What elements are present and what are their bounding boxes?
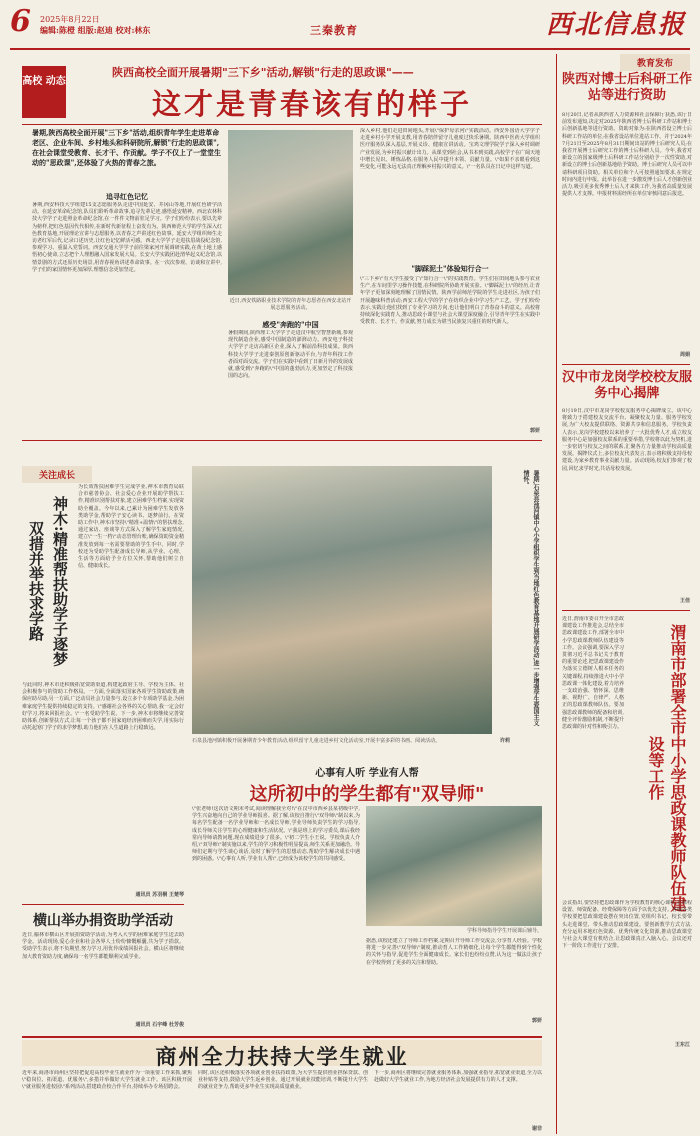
story-b-body: 近日,榆林市横山区开展捐资助学活动,为考入大学的困难家庭学生送去助学金。活动现场,爱心企业和社会各界人士纷纷慷慨解囊,共为学子捐款。受助学生表示,将不负期望,努力学习,用优异成绩回报社会。横山区将继续加大教育资助力度,确保每一名学生都能顺利完成学业。 xyxy=(22,932,184,960)
lead-headline: 这才是青春该有的样子 xyxy=(152,87,473,121)
lead-body-col3: 深入乡村,他们走进田间地头,开展\"保护母亲河\"实践活动。西安外国语大学学子走进乡村小学开展支教,用青春陪伴留守儿童度过快乐暑期。陕西中医药大学组织医疗服务队深入基层,开展义诊、健康宣讲活动。宝鸡文理学院学子深入乡村调研产业发展,为乡村振兴献计出力。从课堂到社会,从书本到实践,高校学子在广阔天地中增长见识、锤炼品格,在服务人民中提升本领、贡献力量。\"如果不亲眼看到这些变化,可能永远无法真正理解乡村振兴的意义。\"一名队员在日记中这样写道。 xyxy=(360,128,540,171)
story-b-title: 横山举办捐资助学活动 xyxy=(33,913,173,929)
right-story-1-byline: 周娟 xyxy=(679,352,690,358)
right-story-3-byline: 王东江 xyxy=(674,1042,690,1048)
lead-photo-caption: 近日,西安铁路职业技术学院的青年志愿者在西安北站开展志愿服务活动。 xyxy=(229,298,352,311)
lead-body-col2: 暑假期间,陕西理工大学学子走进汉中航空智慧新城,参观现代制造企业,感受中国制造的澎湃动力。西安电子科技大学学子走访高新区企业,深入了解前沿科技成果。陕西科技大学学子走进秦创原创新驱动平台,与青年科技工作者面对面交流。学子们在实践中看到了日新月异的发展成就,感受到\"奔跑的\"中国的蓬勃活力,更加坚定了科技报国的志向。 xyxy=(228,330,353,380)
newspaper-logo: 西北信息报 xyxy=(545,10,686,40)
right-story-3-body-a: 近日,渭南市委召开全市思政课建设工作推进会,总结全市思政课建设工作,部署全市中小学思政课教师队伍建设等工作。会议强调,要深入学习贯彻习近平总书记关于教育的重要论述,把思政课建设作为落实立德树人根本任务的关键课程,持续推进大中小学思政课一体化建设,着力培养一支政治强、情怀深、思维新、视野广、自律严、人格正的思政课教师队伍。要加强思政课教师的配备和培训,健全评价激励机制,不断提升思政课的针对性和吸引力。 xyxy=(562,616,624,731)
story-a-photo-caption: 学科导师指导学生开展课后辅导。 xyxy=(466,928,542,934)
story-a-photo xyxy=(366,806,542,926)
growth-body-a: 为长效帮扶困难学生完成学业,神木市教育局联合市慈善协会、社会爱心企业开展助学帮扶工作,精准识别帮扶对象,建立困难学生档案,实现资助全覆盖。今年以来,已累计为困难学生发放各类助学金,帮助学子安心读书、逐梦前行。在资助工作中,神木市坚持\"精准+温情\"的帮扶理念,通过家访、座谈等方式深入了解学生家庭情况,建立\"一生一档\"动态管理台账,确保资助资金精准发放到每一名需要帮助的学生手中。同时,学校还为受助学生配备成长导师,从学业、心理、生活等方面给予全方位关怀,帮助他们树立自信、健康成长。 xyxy=(78,484,184,570)
growth-photo-byline: 许莉 xyxy=(500,738,511,744)
bottom-body-c: 下一步,商州区将继续完善就业服务体系,加强就业指导,拓宽就业渠道,全力以赴做好大学生就业工作,为地方经济社会发展提供有力的人才支撑。 xyxy=(374,1070,542,1084)
growth-vertical-title-2: 双措并举扶求学路 xyxy=(27,521,45,641)
story-a-body-a: \"张老师!这次语文期末考试,阅读理解我全对!\"在汉中市西乡县某初级中学,学生兴奋地向自己的学业导师报喜。据了解,该校自推行\"双导师\"制以来,为每名学生配备一名学业导师和一名成长导师,学业导师负责学生的学习指导,成长导师关注学生的心理健康和生活状况。\"我是班上的学习委员,课后我经常向导师请教问题,现在成绩进步了很多。\"初二学生小王说。学校负责人介绍,\"双导师\"制实施以来,学生的学习积极性明显提高,师生关系更加融洽。导师们定期与学生谈心谈话,及时了解学生的思想动态,帮助学生解决成长中遇到的困惑。\"心事有人听,学业有人帮\",已经成为该校学生的共同感受。 xyxy=(192,806,360,863)
right-story-1-body: 8月20日,记者从陕西省人力资源和社会保障厅获悉,该厅日前发布通知,决定对2025年陕西省博士后科研工作站和博士后创新基地等进行资助。资助对象为:在陕西省设立博士后科研工作站的单位;在我省设站单位进站工作、并于2024年7月21日至2025年8月31日期间出站的博士后研究人员;在我省开展博士后研究工作的博士后科研人员。今年,我省对新设立的国家级博士后科研工作站分别给予一次性资助,对新设立的博士后创新基地给予资助。博士后研究人员可以申请科研项目资助。相关单位和个人可按照通知要求,在规定时间内进行申报。此举旨在进一步激发博士后人才创新创业活力,吸引更多优秀博士后人才来陕工作,为我省高质量发展提供人才支撑。申报材料需经所在单位审核同意后报送。 xyxy=(562,112,692,198)
right-story-3-title: 渭南市部署全市中小学思政课教师队伍建设等工作 xyxy=(646,624,687,912)
lead-body-col1: 暑期,西安科技大学组建15支志愿服务队走进中国延安、井冈山等地,开展红色研学活动。在延安革命纪念馆,队员们聆听革命故事,追寻先辈足迹,感悟延安精神。西北农林科技大学学子走进照金革命纪念馆,在一件件文物前驻足学习。学子们纷纷表示,要以先辈为榜样,把红色基因代代相传,在新时代新征程上奋发有为。陕西师范大学的学生深入红色教育基地,开展理论宣讲与志愿服务,以青春之声讲述红色故事。延安大学组织师生走访老红军后代,记录口述历史,让红色记忆鲜活可感。西北大学学子走进扶眉战役纪念馆,参观学习、重温入党誓词。西安交通大学学子前往梁家河开展调研实践,在黄土地上感悟初心使命,立志把个人理想融入国家发展大局。长安大学实践团赴渭华起义纪念馆,以情景剧的方式还原历史场景,用青春视角讲述革命故事。在一次次参观、访谈和宣讲中,学子们的家国情怀更加深厚,理想信念更加坚定。 xyxy=(32,202,222,273)
growth-body-b: 与此同时,神木市还积极拓宽资助渠道,构建起政府主导、学校为主体、社会积极参与的资助工作格局。一方面,全面落实国家各项学生资助政策,确保应助尽助;另一方面,广泛动员社会力量参与,设立多个专项助学基金,为困难家庭学生提供持续稳定的支持。\"感谢社会各界的关心帮助,我一定会好好学习,将来回报社会。\"一名受助学生说。下一步,神木市将继续完善资助体系,创新帮扶方式,让每一个孩子都不因家庭经济困难而失学,用实际行动托起寒门学子的求学梦想,助力他们在人生道路上行稳致远。 xyxy=(22,682,184,732)
lead-byline: 郭妍 xyxy=(529,428,540,434)
divider xyxy=(22,124,542,125)
story-a-title: 这所初中的学生都有"双导师" xyxy=(249,784,485,805)
story-b-byline: 通讯员 石宇峰 杜芳俊 xyxy=(135,1022,184,1028)
section-tag: 高校 动态 xyxy=(22,66,66,118)
section-name: 三秦教育 xyxy=(310,24,358,37)
story-a-body-b: 据悉,该校还建立了导师工作档案,定期召开导师工作交流会,分享育人经验。学校将进一步完善\"双导师\"制度,推动育人工作精细化,让每个学生都能得到个性化的关怀与指导,促进学生全面健康成长。家长们也纷纷点赞,认为这一做法让孩子在学校得到了更多的关注和帮助。 xyxy=(366,938,542,966)
growth-section-label: 关注成长 xyxy=(22,466,92,483)
bottom-byline: 谢非 xyxy=(531,1126,542,1132)
column-rule xyxy=(556,54,557,1134)
lead-subhead-1: 追寻红色记忆 xyxy=(106,192,148,201)
lead-body-col4: \"三下乡\"有大学生接受了\"知行合一\"的实践教育。学生们在田间地头参与农业生产,在车间里学习操作技能,在科研院所协助开展实验。\"脚踩泥土\"的经历,让青年学子更加深刻地理解了国情民情。陕西学前师范学院的学生走进社区,为孩子们开展趣味科普活动;西安工程大学的学子在纺织企业中学习生产工艺。学子们纷纷表示,实践让他们找到了专业学习的方向,也让他们明白了青春奋斗的意义。高校将持续深化实践育人,推动思政小课堂与社会大课堂深度融合,引导青年学生在实践中受教育、长才干、作贡献,努力成长为堪当民族复兴重任的时代新人。 xyxy=(360,276,540,326)
divider xyxy=(562,610,690,611)
right-column-label: 教育发布 xyxy=(620,54,690,71)
lead-subhead-2: 感受"奔跑的"中国 xyxy=(262,320,319,329)
growth-photo xyxy=(192,466,492,734)
divider xyxy=(22,904,184,905)
right-story-1-title: 陕西对博士后科研工作站等进行资助 xyxy=(562,72,693,103)
right-story-2-title: 汉中市龙岗学校校友服务中心揭牌 xyxy=(562,370,693,401)
lead-subtitle: 陕西高校全面开展暑期"三下乡"活动,解锁"行走的思政课"—— xyxy=(112,66,414,79)
story-a-byline: 郭妍 xyxy=(531,1018,542,1024)
page-header xyxy=(10,4,690,50)
growth-photo-vertical-caption: 暑期,石泉县池河镇中心小学组织学生到当地红色教育基地开展研学活动,进一步增强学生爱国主义情怀。 xyxy=(522,470,539,727)
growth-byline: 通讯员 苏羽桐 王楚琴 xyxy=(135,892,184,898)
lead-banner xyxy=(22,62,542,124)
issue-date: 2025年8月22日 xyxy=(40,15,100,24)
right-story-3-body-b: 会议指出,要坚持把思政课作为学校教育的核心课程,在课程设置、师资配备、经费保障等方面予以优先支持。各级各类学校要把思政课建设摆在突出位置,党组织书记、校长要带头走进课堂、带头推动思政课建设。要创新教学方式方法,充分运用本地红色资源、优秀传统文化资源,推动思政课堂与社会大课堂有机结合,让思政课真正入脑入心。会议还对下一阶段工作进行了安排。 xyxy=(562,900,692,950)
story-a-kicker: 心事有人听 学业有人帮 xyxy=(315,768,419,779)
page-number: 6 xyxy=(10,4,31,39)
bottom-body-b: 同时,该区还积极落实各项就业创业扶持政策,为大学生提供创业担保贷款、创业补贴等支持,鼓励大学生返乡创业。通过开展就业技能培训,不断提升大学生的就业竞争力,帮助更多毕业生实现高质量就业。 xyxy=(198,1070,368,1091)
right-story-2-body: 8月19日,汉中市龙岗学校校友服务中心揭牌成立。该中心将致力于搭建校友交流平台、凝聚校友力量、服务学校发展,为广大校友提供联络、资源共享和信息服务。学校负责人表示,龙岗学校建校以来培养了一大批优秀人才,成立校友服务中心是加强校友联系的重要举措,学校将以此为契机,进一步密切与校友之间的联系,汇聚各方力量推动学校高质量发展。揭牌仪式上,多位校友代表发言,表示将积极支持母校建设,为家乡教育事业贡献力量。活动现场,校友们参观了校园,回忆求学时光,共话母校发展。 xyxy=(562,408,692,472)
divider xyxy=(22,440,542,441)
bottom-story-title: 商州全力扶持大学生就业 xyxy=(155,1044,409,1069)
divider xyxy=(562,364,690,365)
lead-subhead-3: "脚踩泥土"体验知行合一 xyxy=(411,264,489,273)
bottom-body-a: 近年来,商洛市商州区坚持把促进高校毕业生就业作为一项重要工作来抓,聚焦\"稳岗位、拓渠道、优服务\",多措并举做好大学生就业工作。该区积极开展\"就业服务进校园\"系列活动,搭建政企校合作平台,持续举办专场招聘会。 xyxy=(22,1070,192,1091)
divider xyxy=(22,1036,542,1038)
growth-photo-caption: 石泉县池河镇积极开展暑期青少年教育活动,组织留守儿童走进乡村文化活动室,开展丰富多彩的书画、阅读活动。 xyxy=(192,738,441,744)
lead-photo xyxy=(228,130,353,295)
lead-deck: 暑期,陕西高校全面开展"三下乡"活动,组织青年学生走进革命老区、企业车间、乡村地头和科研院所,解锁"行走的思政课",在社会课堂受教育、长才干、作贡献。学子不仅上了一堂堂生动的"思政课",还体验了火热的青春之旅。 xyxy=(32,128,221,167)
editor-credits: 编辑:陈橙 组版:赵迪 校对:林东 xyxy=(40,25,151,35)
growth-vertical-title: 神木:精准帮扶助学子逐梦 xyxy=(51,495,69,667)
right-story-2-byline: 王佳 xyxy=(679,598,690,604)
